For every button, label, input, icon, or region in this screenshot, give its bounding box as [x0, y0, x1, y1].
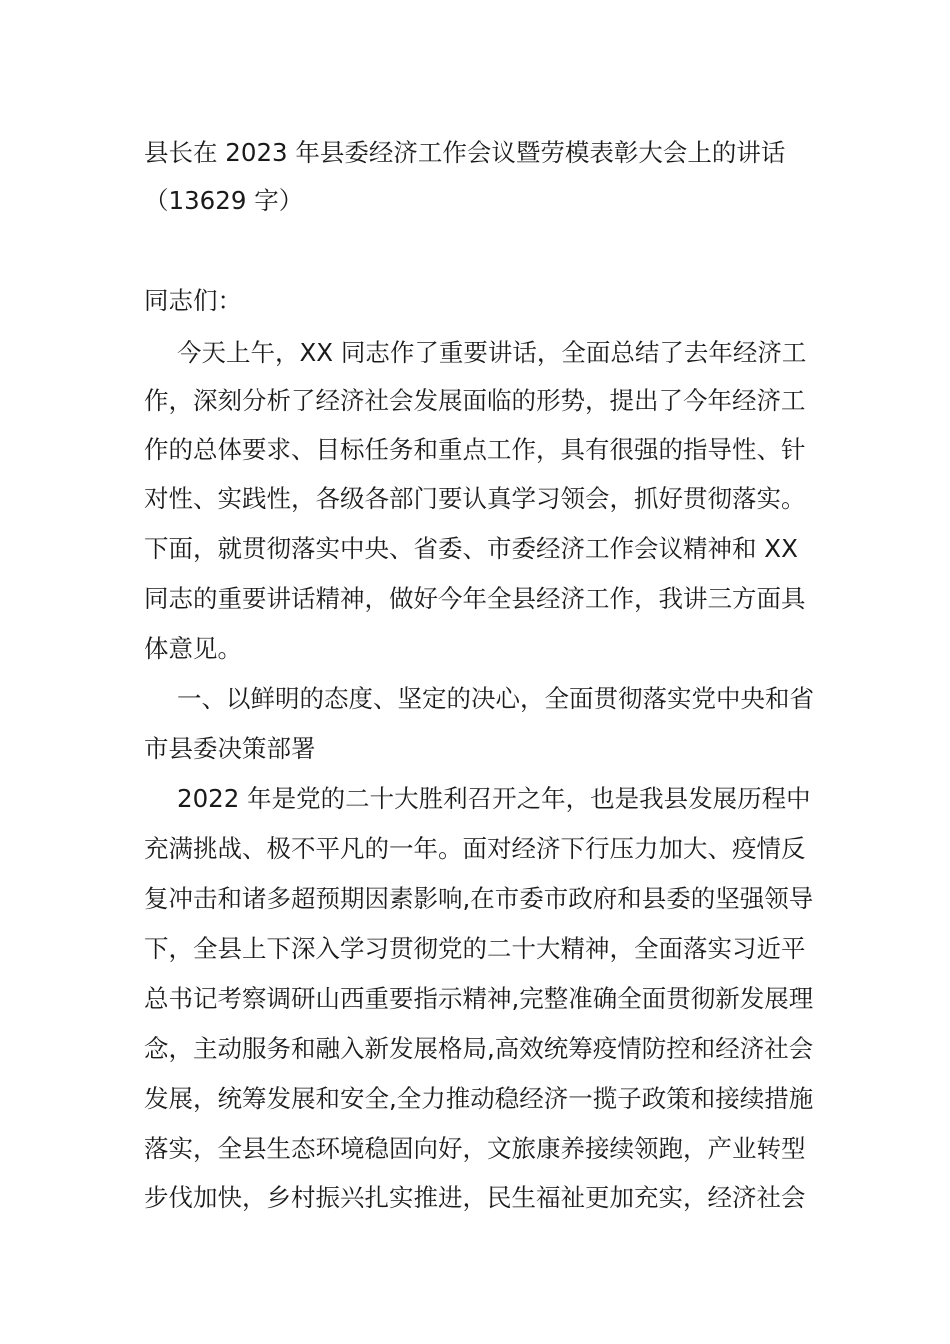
document-title-line-1: 县长在 2023 年县委经济工作会议暨劳模表彰大会上的讲话	[144, 138, 786, 167]
paragraph-2-line-5: 总书记考察调研山西重要指示精神,完整准确全面贯彻新发展理	[144, 984, 814, 1013]
paragraph-1-line-3: 作的总体要求、目标任务和重点工作，具有很强的指导性、针	[144, 435, 806, 464]
paragraph-1-line-1: 今天上午，XX 同志作了重要讲话，全面总结了去年经济工	[177, 338, 807, 367]
paragraph-2-line-1: 2022 年是党的二十大胜利召开之年，也是我县发展历程中	[177, 784, 811, 813]
document-title-line-2: （13629 字）	[144, 186, 304, 215]
section-heading-1-line-1: 一、以鲜明的态度、坚定的决心，全面贯彻落实党中央和省	[177, 684, 814, 713]
paragraph-1-line-4: 对性、实践性，各级各部门要认真学习领会，抓好贯彻落实。	[144, 484, 806, 513]
section-heading-1-line-2: 市县委决策部署	[144, 734, 316, 763]
paragraph-2-line-2: 充满挑战、极不平凡的一年。面对经济下行压力加大、疫情反	[144, 834, 806, 863]
paragraph-1-line-7: 体意见。	[144, 634, 242, 663]
paragraph-1-line-6: 同志的重要讲话精神，做好今年全县经济工作，我讲三方面具	[144, 584, 806, 613]
paragraph-2-line-4: 下，全县上下深入学习贯彻党的二十大精神，全面落实习近平	[144, 934, 806, 963]
paragraph-2-line-3: 复冲击和诸多超预期因素影响,在市委市政府和县委的坚强领导	[144, 884, 814, 913]
paragraph-2-line-6: 念，主动服务和融入新发展格局,高效统筹疫情防控和经济社会	[144, 1034, 814, 1063]
paragraph-1-line-5: 下面，就贯彻落实中央、省委、市委经济工作会议精神和 XX	[144, 534, 798, 563]
paragraph-2-line-8: 落实，全县生态环境稳固向好，文旅康养接续领跑，产业转型	[144, 1134, 806, 1163]
salutation: 同志们：	[144, 286, 242, 315]
paragraph-2-line-7: 发展，统筹发展和安全,全力推动稳经济一揽子政策和接续措施	[144, 1084, 814, 1113]
paragraph-1-line-2: 作，深刻分析了经济社会发展面临的形势，提出了今年经济工	[144, 386, 806, 415]
paragraph-2-line-9: 步伐加快，乡村振兴扎实推进，民生福祉更加充实，经济社会	[144, 1183, 806, 1212]
